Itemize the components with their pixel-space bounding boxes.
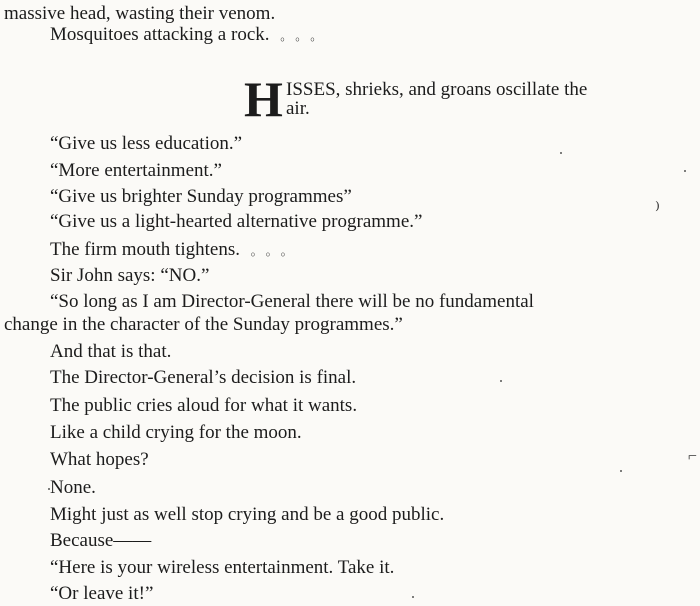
print-speck	[620, 470, 622, 472]
text-line-none: None.	[50, 477, 96, 498]
drop-cap: H	[244, 71, 283, 127]
print-speck	[684, 170, 686, 172]
mosquitoes-text: Mosquitoes attacking a rock.	[50, 24, 270, 45]
print-blemish-mark: ⌐	[688, 448, 698, 465]
quote-brighter-sunday: “Give us brighter Sunday programmes”	[50, 186, 352, 207]
text-line-firm-mouth	[50, 239, 293, 262]
print-speck	[500, 380, 502, 382]
text-line-child-crying: Like a child crying for the moon.	[50, 422, 302, 443]
heading-line: ISSES, shrieks, and groans oscillate the	[286, 79, 588, 100]
text-line-sir-john: Sir John says: “NO.”	[50, 265, 210, 286]
quote-light-hearted: “Give us a light-hearted alternative programme.”	[50, 211, 423, 232]
quote-leave-it: “Or leave it!”	[50, 583, 154, 604]
ellipsis-dots: 。 。 。	[280, 29, 323, 43]
text-line-public-cries: The public cries aloud for what it wants.	[50, 395, 358, 416]
text-line-what-hopes: What hopes?	[50, 449, 149, 470]
print-speck	[48, 488, 50, 490]
quote-sunday-programmes: change in the character of the Sunday programmes.”	[4, 314, 403, 335]
text-line-good-public: Might just as well stop crying and be a good public.	[50, 504, 445, 525]
print-speck	[412, 596, 414, 598]
quote-more-entertainment: “More entertainment.”	[50, 160, 222, 181]
firm-mouth-text: The firm mouth tightens.	[50, 239, 240, 260]
ellipsis-dots: 。 。 。	[250, 244, 293, 258]
quote-wireless-entertainment: “Here is your wireless entertainment. Take it.	[50, 557, 395, 578]
text-line-decision: The Director-General’s decision is final.	[50, 367, 357, 388]
quote-director-general: “So long as I am Director-General there will be no fundamental	[50, 291, 534, 312]
text-line-venom: massive head, wasting their venom.	[4, 3, 276, 24]
text-line-that-is-that: And that is that.	[50, 341, 172, 362]
print-speck	[560, 152, 562, 154]
text-line-mosquitoes	[50, 24, 322, 47]
heading-continuation: air.	[286, 98, 310, 119]
print-blemish-mark: ⁾	[655, 199, 660, 221]
text-line-because: Because——	[50, 530, 152, 551]
quote-less-education: “Give us less education.”	[50, 133, 243, 154]
